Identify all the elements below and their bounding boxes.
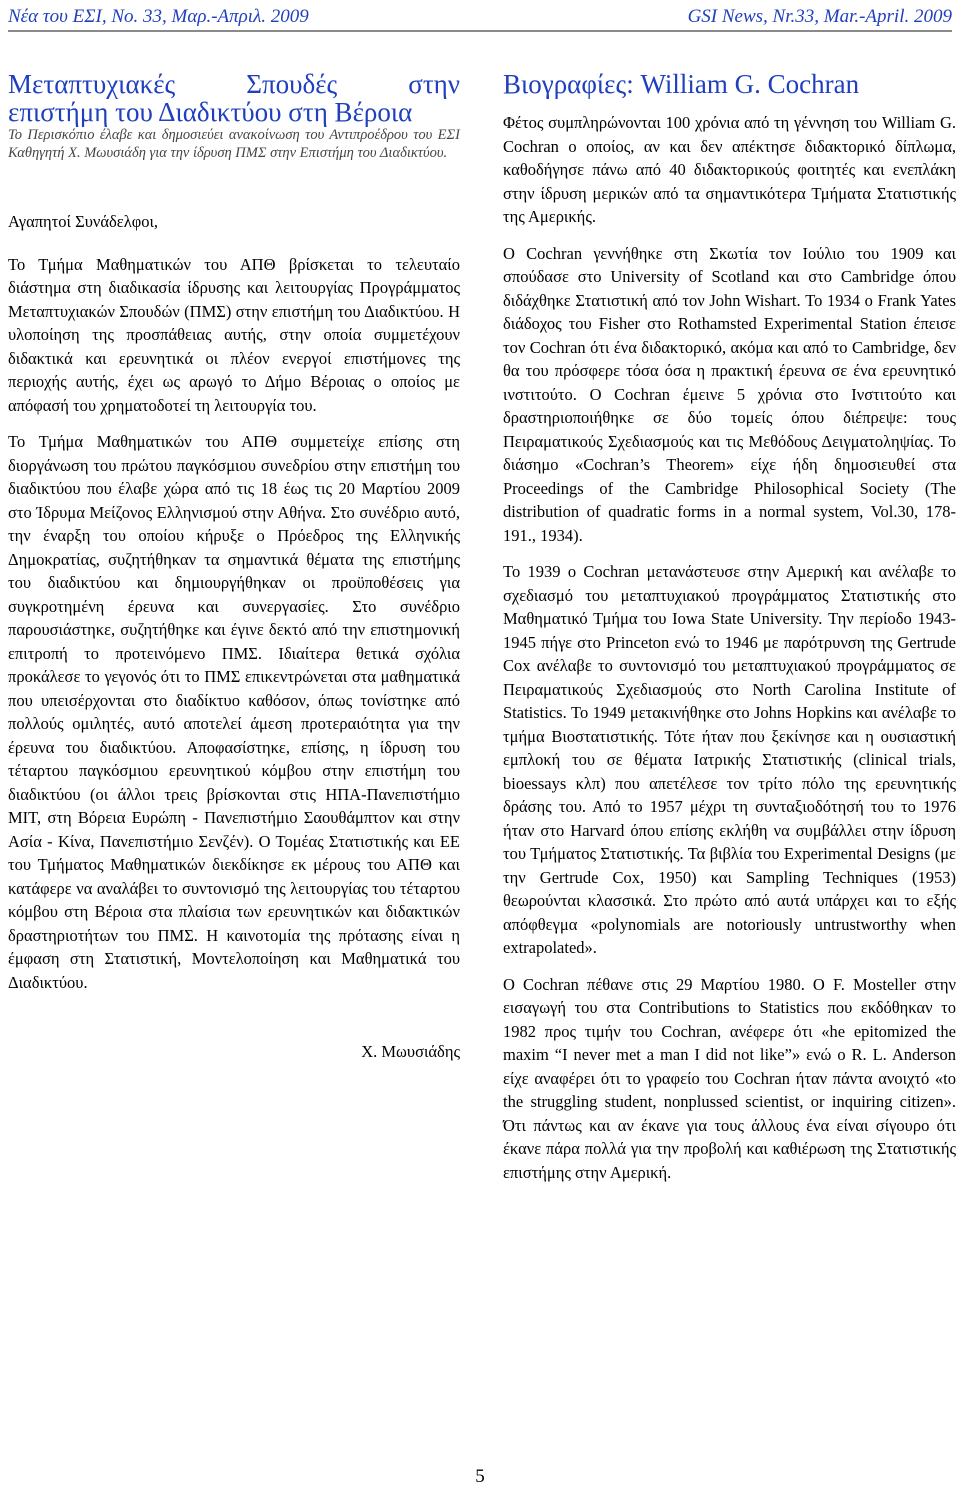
signature: Χ. Μωυσιάδης	[361, 1042, 460, 1061]
greeting: Αγαπητοί Συνάδελφοι,	[8, 212, 159, 231]
bio-paragraph: Ο Cochran γεννήθηκε στη Σκωτία τον Ιούλιο του 1909 και σπούδασε στο University of Scotland και στο Cambridge όπου διδάχθηκε Στατιστική από τον John Wishart. Το 1934 ο Frank Yates διάδοχος του Fisher στο Rothamsted Experimental Station έπεισε τον Cochran ότι ένα διδακτορικό, ακόμα και από το Cambridge, δεν θα του πρόσφερε τόσα όσα η πρακτική έρευνα σε ένα ερευνητικό ινστιτούτο. Ο Cochran έμεινε 5 χρόνια στο Ινστιτούτο και δραστηριοποιήθηκε σε δύο τομείς όπου διέπρεψε: τους Πειραματικούς Σχεδιασμούς και τις Μεθόδους Δειγματοληψίας. Το διάσημο «Cochran’s Theorem» είχε ήδη δημοσιευθεί στα Proceedings of the Cambridge Philosophical Society (The distribution of quadratic forms in a normal system, Vol.30, 178-191., 1934).	[503, 243, 956, 545]
left-column	[8, 70, 460, 1064]
article-title-line2: επιστήμη του Διαδικτύου στη Βέροια	[8, 97, 413, 127]
bio-paragraph: Το 1939 ο Cochran μετανάστευσε στην Αμερική και ανέλαβε το σχεδιασμό του μεταπτυχιακού προγράμματος Στατιστικής στο Μαθηματικό Τμήμα του Iowa State University. Την περίοδο 1943-1945 πήγε στο Princeton ενώ το 1946 με παρότρυνση της Gertrude Cox ανέλαβε το συντονισμό του μεταπτυχιακού προγράμματος σε Πειραματικούς Σχεδιασμούς στο North Carolina Institute of Statistics. Το 1949 μετακινήθηκε στο Johns Hopkins και ανέλαβε το τμήμα Βιοστατιστικής. Τότε ήταν που ξεκίνησε και η ουσιαστική εμπλοκή του σε θέματα Ιατρικής Στατιστικής (clinical trials, bioessays κλπ) που απετέλεσε τον τρίτο πόλο της ερευνητικής δράσης του. Από το 1957 μέχρι τη συνταξιοδότησή του το 1976 ήταν στο Harvard όπου επίσης εκλήθη να συμβάλλει στην ίδρυση του Τμήματος Στατιστικής. Τα βιβλία του Experimental Designs (με την Gertrude Cox, 1950) και Sampling Techniques (1953) θεωρούνται κλασσικά. Στο πρώτο από αυτά υπάρχει και το εξής απόφθεγμα «polynomials are notoriously untrustworthy when extrapolated».	[503, 562, 956, 957]
header-greek: Νέα του ΕΣΙ, Νο. 33, Μαρ.-Απριλ. 2009	[8, 6, 309, 27]
article-title-line1: Μεταπτυχιακές Σπουδές στην	[8, 69, 460, 99]
page-number: 5	[475, 1466, 485, 1487]
article-intro: Το Περισκόπιο έλαβε και δημοσιεύει ανακοίνωση του Αντιπροέδρου του ΕΣΙ Καθηγητή Χ. Μωυσιάδη για την ίδρυση ΠΜΣ στην Επιστήμη του Διαδικτύου.	[8, 127, 460, 161]
bio-paragraph: Ο Cochran πέθανε στις 29 Μαρτίου 1980. Ο F. Mosteller στην εισαγωγή του στα Contributions to Statistics που εκδόθηκαν το 1982 προς τιμήν του Cochran, ανέφερε ότι «he epitomized the maxim “I never met a man I did not like”» ενώ ο R. L. Anderson είχε αναφέρει ότι το γραφείο του Cochran ήταν πάντα ανοιχτό «to the struggling student, nonplussed scientist, or inquiring citizen». Ότι πάντως και αν έκανε για τους άλλους ένα είναι σίγουρο ότι έκανε πάρα πολλά για την προβολή και καθιέρωση της Στατιστικής επιστήμης στην Αμερική.	[503, 974, 956, 1182]
header-rule	[8, 30, 952, 32]
body-paragraph: Το Τμήμα Μαθηματικών του ΑΠΘ συμμετείχε επίσης στη διοργάνωση του πρώτου παγκόσμιου συνεδρίου στην επιστήμη του διαδικτύου που έλαβε χώρα από τις 18 έως τις 20 Μαρτίου 2009 στο Ίδρυμα Μείζονος Ελληνισμού στην Αθήνα. Στο συνέδριο αυτό, την έναρξη του οποίου κήρυξε ο Πρόεδρος της Ελληνικής Δημοκρατίας, συζητήθηκαν τα σημαντικά θέματα της επιστήμης του διαδικτύου και δημιουργήθηκαν οι προϋποθέσεις για συγκροτημένη έρευνα και συνεργασίες. Στο συνέδριο παρουσιάστηκε, συζητήθηκε και έγινε δεκτό από την επιστημονική επιτροπή το προτεινόμενο ΠΜΣ. Ιδιαίτερα θετικά σχόλια προκάλεσε το γεγονός ότι το ΠΜΣ επικεντρώνεται στα μαθηματικά που υπεισέρχονται στο διαδίκτυο καθόσον, όπως τονίστηκε από πολλούς ομιλητές, αυτό αποτελεί άμεση προτεραιότητα για την έρευνα του διαδικτύου. Αποφασίστηκε, επίσης, η ίδρυση του τέταρτου παγκόσμιου ερευνητικού κόμβου στην επιστήμη του διαδικτύου (οι άλλοι τρεις βρίσκονται στις ΗΠΑ-Πανεπιστήμιο ΜΙΤ, στη Βόρεια Ευρώπη - Πανεπιστήμιο Σαουθάμπτον και στην Ασία - Κίνα, Πανεπιστήμιο Σενζέν). Ο Τομέας Στατιστικής και ΕΕ του Τμήματος Μαθηματικών διεκδίκησε εκ μέρους του ΑΠΘ και κατάφερε να αναλάβει το συντονισμό της λειτουργίας του τέταρτου κόμβου στη Βέροια στα πλαίσια των ερευνητικών και διδακτικών δραστηριοτήτων του ΠΜΣ. Η καινοτομία της πρότασης είναι η έμφαση στη Στατιστική, Μοντελοποίηση και Μαθηματικά του Διαδικτύου.	[8, 432, 460, 992]
bio-title: Βιογραφίες: William G. Cochran	[503, 69, 860, 99]
right-column	[503, 70, 956, 1184]
header-english: GSI News, Nr.33, Mar.-April. 2009	[687, 6, 952, 27]
bio-paragraph: Φέτος συμπληρώνονται 100 χρόνια από τη γέννηση του William G. Cochran ο οποίος, αν και δεν απέκτησε διδακτορικό δίπλωμα, καθοδήγησε πάνω από 40 διδακτορικούς φοιτητές και ενεπλάκη στην ίδρυση μερικών από τα σημαντικότερα Τμήματα Στατιστικής της Αμερικής.	[503, 113, 956, 226]
body-paragraph: Το Τμήμα Μαθηματικών του ΑΠΘ βρίσκεται το τελευταίο διάστημα στη διαδικασία ίδρυσης και λειτουργίας Προγράμματος Μεταπτυχιακών Σπουδών (ΠΜΣ) στην επιστήμη του Διαδικτύου. Η υλοποίηση της προσπάθειας αυτής, στην οποία συμμετέχουν διδακτικά και ερευνητικά οι πλέον ενεργοί επιστήμονες της περιοχής αυτής, έχει ως αρωγό το Δήμο Βέροιας ο οποίος με απόφασή του χρηματοδοτεί τη λειτουργία του.	[8, 254, 460, 415]
running-header	[8, 6, 952, 32]
